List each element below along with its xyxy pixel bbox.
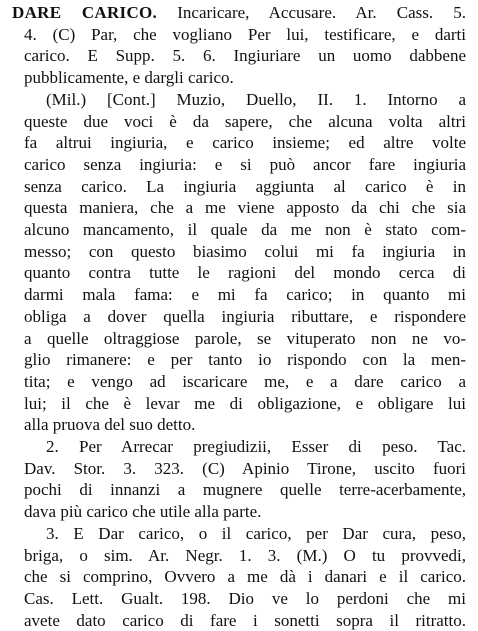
entry-line-27: che si comprino, Ovvero a me dà i danari e il carico. xyxy=(24,567,466,587)
entry-line-10: questa maniera, che a me viene apposto da chi che sia xyxy=(24,198,466,218)
entry-line-4: pubblicamente, e dargli carico. xyxy=(24,68,234,88)
entry-line-11: alcuno mancamento, il quale da me non è stato com- xyxy=(24,220,466,240)
line-text: Incaricare, Accusare. Ar. Cass. 5. xyxy=(157,3,466,22)
entry-line-3: carico. E Supp. 5. 6. Ingiuriare un uomo dabbene xyxy=(24,46,466,66)
entry-line-26: briga, o sim. Ar. Negr. 1. 3. (M.) O tu provvedi, xyxy=(24,545,466,565)
entry-line-16: a quelle oltraggiose parole, se vituperato non ne vo- xyxy=(24,328,466,348)
entry-line-24: dava più carico che utile alla parte. xyxy=(24,502,262,522)
entry-line-1 xyxy=(12,2,466,24)
entry-line-25: 3. E Dar carico, o il carico, per Dar cura, peso, xyxy=(46,523,466,543)
entry-line-17: glio rimanere: e per tanto io rispondo con la men- xyxy=(24,350,466,370)
entry-line-7: fa altrui ingiuria, e carico insieme; ed altre volte xyxy=(24,133,466,153)
entry-line-13: quanto contra tutte le ragioni del mondo cerca di xyxy=(24,263,466,283)
entry-line-8: carico senza ingiuria: e si può ancor fare ingiuria xyxy=(24,154,466,174)
entry-line-20: alla pruova del suo detto. xyxy=(24,415,196,435)
entry-line-22: Dav. Stor. 3. 323. (C) Apinio Tirone, uscito fuori xyxy=(24,458,466,478)
entry-line-2: 4. (C) Par, che vogliano Per lui, testificare, e darti xyxy=(24,24,466,44)
entry-line-23: pochi di innanzi a mugnere quelle terre-acerbamente, xyxy=(24,480,466,500)
entry-line-14: darmi mala fama: e mi fa carico; in quanto mi xyxy=(24,285,466,305)
entry-line-15: obliga a dover quella ingiuria ributtare, e rispondere xyxy=(24,306,466,326)
entry-line-5: (Mil.) [Cont.] Muzio, Duello, II. 1. Intorno a xyxy=(46,89,466,109)
headword: DARE CARICO. xyxy=(12,3,158,22)
entry-line-9: senza carico. La ingiuria aggiunta al carico è in xyxy=(24,176,466,196)
entry-line-18: tita; e vengo ad iscaricare me, e a dare carico a xyxy=(24,371,466,391)
entry-line-29: avete dato carico di fare i sonetti sopra il ritratto. xyxy=(24,610,466,630)
entry-line-21: 2. Per Arrecar pregiudizii, Esser di peso. Tac. xyxy=(46,437,466,457)
entry-line-28: Cas. Lett. Gualt. 198. Dio ve lo perdoni che mi xyxy=(24,588,466,608)
entry-line-12: messo; con questo biasimo colui mi fa ingiuria in xyxy=(24,241,466,261)
entry-line-6: queste due voci è da sapere, che alcuna volta altri xyxy=(24,111,466,131)
entry-line-19: lui; il che è levar me di obligazione, e obligare lui xyxy=(24,393,466,413)
